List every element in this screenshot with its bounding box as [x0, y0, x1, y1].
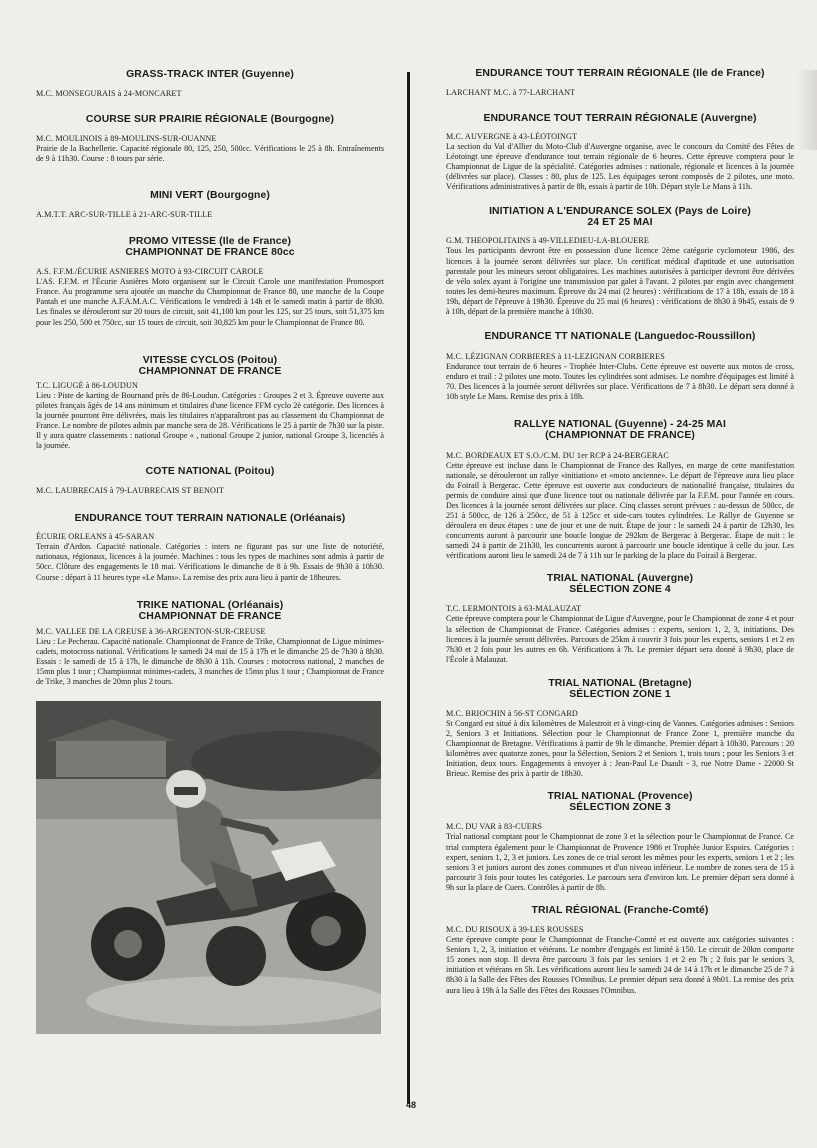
event-title: VITESSE CYCLOS (Poitou)	[142, 354, 278, 366]
event-section	[36, 114, 384, 164]
event-subtitle: 24 ET 25 MAI	[587, 217, 653, 229]
event-organizer: M.C. BRIOCHIN à 56-ST CONGARD	[446, 708, 578, 718]
trike-race-photo	[36, 701, 381, 1034]
event-description: Cette épreuve comptera pour le Championnat de Ligue d'Auvergne, pour le Championnat de zone 4 et pour la sélection de Championnat de France. Catégories admises : experts, seniors 1, 2, 3, initiations. Des licences à la journée seront délivrées. Parcours de 25km à couvrir 3 fois pour les experts, seniors 1 et 2 en 7h30 et 2 fois pour les autres en 6h. Vérifications à 7h. Le premier départ sera donné à 9h30, place de l'École à Malauzat.	[446, 614, 794, 664]
event-organizer: T.C. LIGUGÉ à 86-LOUDUN	[36, 380, 138, 390]
event-section	[446, 206, 794, 317]
event-section	[36, 190, 384, 220]
event-organizer: A.M.T.T. ARC-SUR-TILLE à 21-ARC-SUR-TILLE	[36, 210, 213, 220]
event-title: INITIATION A L'ENDURANCE SOLEX (Pays de Loire)	[489, 206, 751, 218]
event-organizer: M.C. MONSEGURAIS à 24-MONCARET	[36, 89, 182, 98]
event-title: MINI VERT (Bourgogne)	[150, 190, 270, 202]
event-description: Cette épreuve compte pour le Championnat de Franche-Comté et est ouverte aux catégories suivantes : Seniors 1, 2, 3, initiation et vétérans. Le nombre d'engagés est limité à 150. Le circuit de 20km comporte 15 zones non stop. Il devra être parcouru 3 fois par les seniors 1 et 2 en 7h ; 2 fois par le seniors 3, initiation et vétérans en 5h. Les vérifications auront lieu le samedi 24 de 14 à 17h et le dimanche 25 de 7 à 8h30 à la Salle des Fêtes des Rousses l'Omnibus. Le premier départ sera donné à 9h01. La remise des prix aura lieu à 19h à la Salle des Fêtes des Rousses l'Omnibus.	[446, 935, 794, 995]
event-section	[446, 331, 794, 402]
event-description: Trial national comptant pour le Championnat de zone 3 et la sélection pour le Championnat de France. Ce trial comptera également pour le Championnat de Provence 1986 et Trophée Junior Espoirs. Catégories : expert, seniors 1, 2, 3 et juniors. Les zones de ce trial seront les mêmes pour les experts, seniors 1 et 2 ; les seniors 3 et juniors auront des zones communes et d'un niveau inférieur. Le nombre de zones sera de 15 à parcourir 3 fois pour toutes les catégories. Le parcours sera d'environ km. Le premier départ sera donné à 9h sur la place de Cuers. Contrôles à partir de 8h.	[446, 832, 794, 892]
event-title: TRIAL NATIONAL (Bretagne)	[548, 677, 692, 689]
event-section	[446, 791, 794, 893]
event-title: COTE NATIONAL (Poitou)	[145, 466, 275, 478]
event-organizer: G.M. THEOPOLITAINS à 49-VILLEDIEU-LA-BLOUERE	[446, 236, 650, 246]
event-description: L'AS. F.F.M. et l'Écurie Asnières Moto organisent sur le Circuit Carole une manifestation Promosport France. Au programme sera ajoutée un manche du Championnat de France 80, une manche de la Coupe Pantah et une manche A.F.A.M.A.C. Vérifications le vendredi à 14h et le samedi matin à partir de 8h30. Les finales se dérouleront sur 20 tours de circuit, soit 41,100 km pour les 125, sur 25 tours, soit 51,375 km pour les 250, 500 et 750cc, sur 15 tours de circuit, soit 30,825 km pour le Championnat de France 80.	[36, 277, 384, 327]
event-title: GRASS-TRACK INTER (Guyenne)	[126, 69, 294, 80]
event-organizer: M.C. MOULINOIS à 89-MOULINS-SUR-OUANNE	[36, 134, 217, 143]
column-divider	[407, 72, 410, 1104]
event-title: ENDURANCE TT NATIONALE (Languedoc-Roussillon)	[484, 331, 756, 343]
event-subtitle: SÉLECTION ZONE 1	[569, 688, 671, 700]
event-subtitle: SÉLECTION ZONE 4	[569, 584, 671, 596]
event-organizer: LARCHANT M.C. à 77-LARCHANT	[446, 88, 576, 97]
event-title: TRIAL NATIONAL (Auvergne)	[546, 573, 694, 585]
event-title: TRIKE NATIONAL (Orléanais)	[136, 599, 284, 611]
event-organizer: M.C. LAUBRECAIS à 79-LAUBRECAIS ST BENOIT	[36, 486, 224, 496]
event-description: Endurance tout terrain de 6 heures - Trophée Inter-Clubs. Cette épreuve est ouverte aux motos de cross, enduro et trail : 2 pilotes une moto. Toutes les cylindrées sont admises. Le nombre d'équipages est limité à 70. Des licences à la journée seront délivrées sur place. Vérifications de 7 à 8h30. Le départ sera donné à 10h style Le Mans. Remise des prix à 18h.	[446, 362, 794, 402]
event-subtitle: CHAMPIONNAT DE FRANCE	[138, 365, 282, 377]
event-organizer: A.S. F.F.M./ÉCURIE ASNIERES MOTO à 93-CIRCUIT CAROLE	[36, 267, 264, 277]
event-organizer: M.C. VALLEE DE LA CREUSE à 36-ARGENTON-SUR-CREUSE	[36, 626, 266, 636]
event-section	[36, 513, 384, 582]
event-section	[446, 905, 794, 996]
event-description: Lieu : Piste de karting de Bournand près de 86-Loudun. Catégories : Groupes 2 et 3. Épreuve ouverte aux pilotes français âgés de 14 ans minimum et titulaires d'une licence FFM cyclo 2è catégorie. Des licences à la journée pourront être délivrées, mais les titulaires n'apparaîtront pas au classement du Championnat de France. Le nombre de pilotes admis par manche sera de 28. Vérifications le 25 à partir de 7h30 sur la piste. Il y aura quatre classements : national Groupe « , national Groupe 2 junior, national Groupe 3, licenciés à la journée.	[36, 390, 384, 451]
event-section	[36, 600, 384, 687]
event-organizer: M.C. DU VAR à 83-CUERS	[446, 822, 543, 832]
event-section	[36, 355, 384, 452]
event-section	[446, 68, 794, 98]
event-organizer: T.C. LERMONTOIS à 63-MALAUZAT	[446, 604, 582, 614]
event-description: St Congard est situé à dix kilomètres de Malestroit et à vingt-cinq de Vannes. Catégories admises : Seniors 2, Seniors 3 et Initiations. Sélection pour le Championnat de France Zone 1, première manche du Championnat de Bretagne. Vérifications à partir de 9h le dimanche. Premier départ à 10h30. Parcours : 20 kilomètres avec quatorze zones, pour la Sélection, Seniors 2 et Seniors 1, trois tours ; pour les Seniors 3 et Initiation, deux tours. Engagements à envoyer à : Jean-Paul Le Duault - 3, rue Notre Dame - 22000 St Brieuc. Remise des prix à partir de 18h30.	[446, 718, 794, 779]
event-section	[446, 419, 794, 562]
event-organizer: M.C. LÉZIGNAN CORBIERES à 11-LEZIGNAN CORBIERES	[446, 352, 665, 362]
event-section	[446, 113, 794, 192]
event-description: Cette épreuve est incluse dans le Championnat de France des Rallyes, en marge de cette manifestation nationale, se dérouleront un rallye «initiation» et «moto ancienne». Le départ de l'épreuve aura lieu place du Foirail à Bergerac. Cette épreuve est ouverte aux conducteurs de nationalité française, titulaires du permis de conduire ainsi que d'une licence tout ou nationale délivrée par la F.F.M. pour l'année en cours. Des licences à la journée seront délivrées sur place. Cinq classes seront prévues : au-dessus de 500cc, de 251 à 500cc, de 126 à 250cc, de 51 à 125cc et side-cars toutes cylindrées. Le Rallye de Guyenne se déroulera en deux étapes : une de jour et une de nuit. Étape de jour : le samedi 24 à partir de 12h30, les concurrents auront à parcourir une boucle longue de 292km de Bergerac à Bergerac. Étape de nuit : le samedi 24 à partir de 21h30, les concurrents auront à parcourir une boucle identique à celle du jour. Les vérifications auront lieu le samedi 24 de 7 à 11h sur le parking de la place du Foirail à Bergerac.	[446, 460, 794, 561]
right-column	[446, 66, 794, 996]
event-description: La section du Val d'Allier du Moto-Club d'Auvergne organise, avec le concours du Comité des Fêtes de Léotoingt une épreuve d'endurance tout terrain régionale de 6 heures. Cette épreuve comptera pour le Championnat de Ligue de la spécialité. Catégories admises : nationale, régionale et licences à la journée (délivrées sur place). Classes : 80, plus de 125. Les équipages seront composés de 2 pilotes, une moto. Vérifications administratives à partir de 8h, essais à partir de 10h. Départ style Le Mans à 11h.	[446, 142, 794, 192]
event-title: TRIAL RÉGIONAL (Franche-Comté)	[531, 905, 709, 917]
event-subtitle: SÉLECTION ZONE 3	[569, 802, 671, 814]
event-description: Prairie de la Bachellerie. Capacité régionale 80, 125, 250, 500cc. Vérifications le 25 à 8h. Entraînements de 9 à 11h30. Course : 8 tours par série.	[36, 144, 384, 164]
event-section	[36, 69, 384, 99]
event-description: Tous les participants devront être en possession d'une licence 2ème catégorie cyclomoteur 1986, des licences à la journée seront délivrées sur place. Un certificat médical d'aptitude et une autorisation parentale pour les mineurs seront obligatoires. Les machines autorisées à participer devront être dérivées de vélo solex ayant à l'origine une transmission par galet à l'avant. 2 pilotes par engin avec changement toutes les demi-heures maximum. Épreuve du 24 mai (2 heures) : vérifications de 17 à 18h, essais de 18 à 19h, départ de l'épreuve à 19h30. Épreuve du 25 mai (6 heures) : vérifications de 8h30 à 9h45, essais de 9 à 10h, départ de la première manche à 10h30.	[446, 246, 794, 317]
page-edge-shadow	[797, 70, 817, 150]
event-description: Terrain d'Ardon. Capacité nationale. Catégories : inters ne figurant pas sur une liste de notoriété, nationaux, régionaux, licences à la journée. Machines : tous les types de machines sont admis à partir de 50cc. Clôture des engagements le 18 mai. Vérifications le dimanche de 8 à 9h. Essais de 9h30 à 10h30. Course : départ à 11 heures type «Le Mans». La remise des prix aura lieu à partir de 18heures.	[36, 542, 384, 582]
event-organizer: M.C. DU RISOUX à 39-LES ROUSSES	[446, 925, 584, 935]
event-title: ENDURANCE TOUT TERRAIN RÉGIONALE (Auvergne)	[483, 113, 757, 124]
event-title: PROMO VITESSE (Ile de France)	[128, 236, 292, 248]
event-title: COURSE SUR PRAIRIE RÉGIONALE (Bourgogne)	[85, 114, 335, 125]
event-organizer: ÉCURIE ORLEANS à 45-SARAN	[36, 532, 155, 542]
trike-rider-illustration	[36, 701, 381, 1034]
event-title: RALLYE NATIONAL (Guyenne) - 24-25 MAI	[514, 418, 726, 430]
event-description: Lieu : Le Pecherau. Capacité nationale. Championnat de France de Trike, Championnat de Ligue minimes-cadets, motocross national. Vérifications le samedi 24 mai de 15 à 17h et le dimanche 25 de 7h30 à 8h30. Essais : le samedi de 15 à 17h, le dimanche de 8h30 à 11h. Courses : motocross national, 2 manches de 15mn plus 1 tour ; Championnat minimes-cadets, 3 manches de 15mn plus 1 tour ; Championnat de France de Trike, 3 manches de 20mn plus 2 tours.	[36, 636, 384, 686]
event-section	[446, 573, 794, 664]
event-subtitle: CHAMPIONNAT DE FRANCE 80cc	[125, 247, 295, 259]
event-section	[446, 678, 794, 780]
event-section	[36, 236, 384, 327]
event-title: TRIAL NATIONAL (Provence)	[547, 791, 693, 803]
event-organizer: M.C. AUVERGNE à 43-LÉOTOINGT	[446, 132, 578, 141]
event-title: ENDURANCE TOUT TERRAIN NATIONALE (Orléanais)	[74, 513, 346, 525]
left-column	[36, 66, 384, 1034]
event-organizer: M.C. BORDEAUX ET S.O./C.M. DU 1er RCP à 24-BERGERAC	[446, 450, 669, 460]
event-subtitle: (CHAMPIONNAT DE FRANCE)	[545, 429, 695, 441]
event-subtitle: CHAMPIONNAT DE FRANCE	[138, 610, 282, 622]
page-number: 48	[406, 1100, 417, 1110]
event-title: ENDURANCE TOUT TERRAIN RÉGIONALE (Ile de France)	[475, 68, 765, 79]
event-section	[36, 466, 384, 496]
